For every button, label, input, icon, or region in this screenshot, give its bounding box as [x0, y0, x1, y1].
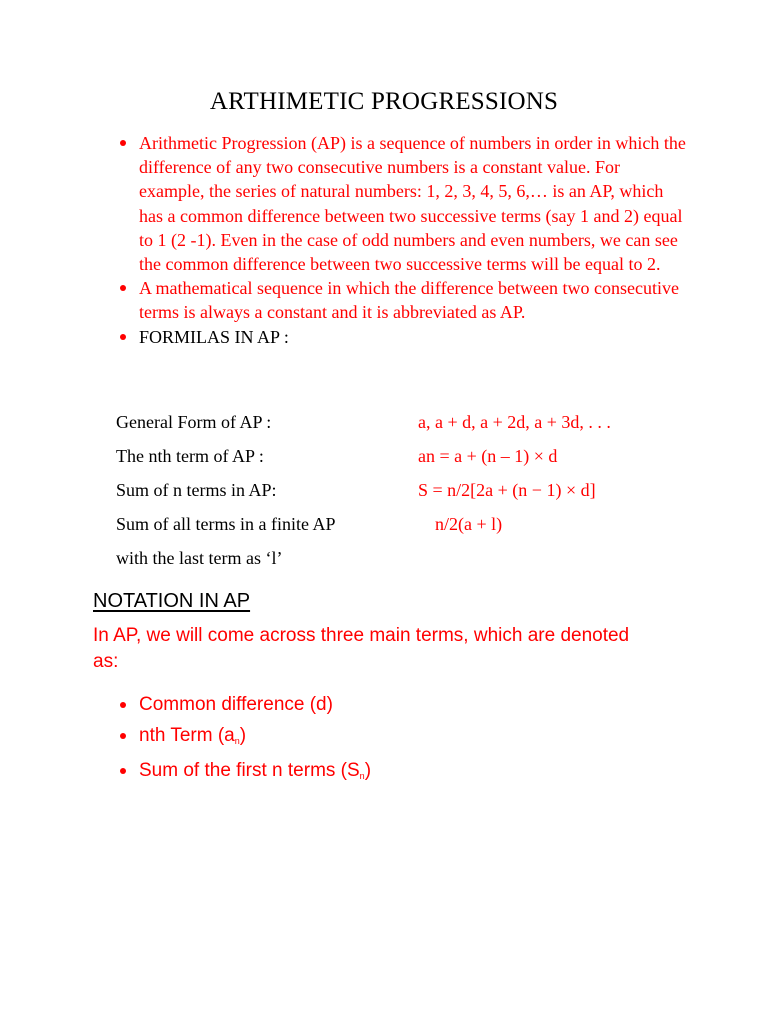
section-heading: NOTATION IN AP [93, 590, 251, 612]
bullet-icon [120, 702, 126, 708]
definition-list [116, 131, 686, 349]
section-intro: In AP, we will come across three main terms, which are denoted as: [93, 625, 630, 672]
formula-label: General Form of AP : [116, 412, 272, 432]
list-item [116, 276, 686, 324]
subscript: n [359, 771, 365, 781]
list-item [116, 131, 686, 276]
bullet-icon [120, 334, 126, 340]
notation-close: ) [239, 724, 247, 746]
formula-value: an = a + (n – 1) × d [418, 446, 558, 466]
formula-label: Sum of n terms in AP: [116, 480, 277, 500]
bullet-icon [120, 768, 126, 774]
formula-label: with the last term as ‘l’ [116, 548, 283, 568]
formula-value: a, a + d, a + 2d, a + 3d, . . . [418, 412, 611, 432]
list-item [116, 756, 371, 792]
bullet-icon [120, 140, 126, 146]
definition-text: A mathematical sequence in which the difference between two consecutive terms is always a constant and it is abbreviated as AP. [139, 278, 679, 323]
notation-list [116, 690, 371, 792]
notation-text: Common difference (d) [139, 694, 333, 715]
bullet-icon [120, 285, 126, 291]
formula-label: Sum of all terms in a finite AP [116, 514, 336, 534]
page-title: ARTHIMETIC PROGRESSIONS [209, 88, 559, 115]
formulas-heading: FORMILAS IN AP : [139, 326, 289, 347]
formula-value: S = n/2[2a + (n − 1) × d] [418, 480, 596, 500]
bullet-icon [120, 733, 126, 739]
notation-close: ) [364, 760, 372, 781]
notation-text: nth Term (a [139, 724, 235, 746]
notation-text: Sum of the first n terms (S [139, 760, 360, 781]
subscript: n [234, 735, 240, 746]
list-item [116, 690, 371, 721]
formula-label: The nth term of AP : [116, 446, 264, 466]
list-item [116, 721, 371, 757]
list-item [116, 325, 686, 349]
definition-text: Arithmetic Progression (AP) is a sequence of numbers in order in which the difference of any two consecutive numbers is a constant value. For example, the series of natural numbers: 1, 2, 3, 4, 5, 6,… is an AP, which has a common difference between two successive terms (say 1 and 2) equal to 1 (2 -1). Even in the case of odd numbers and even numbers, we can see the common difference between two successive terms will be equal to 2. [139, 133, 686, 275]
formula-value: n/2(a + l) [435, 514, 503, 534]
